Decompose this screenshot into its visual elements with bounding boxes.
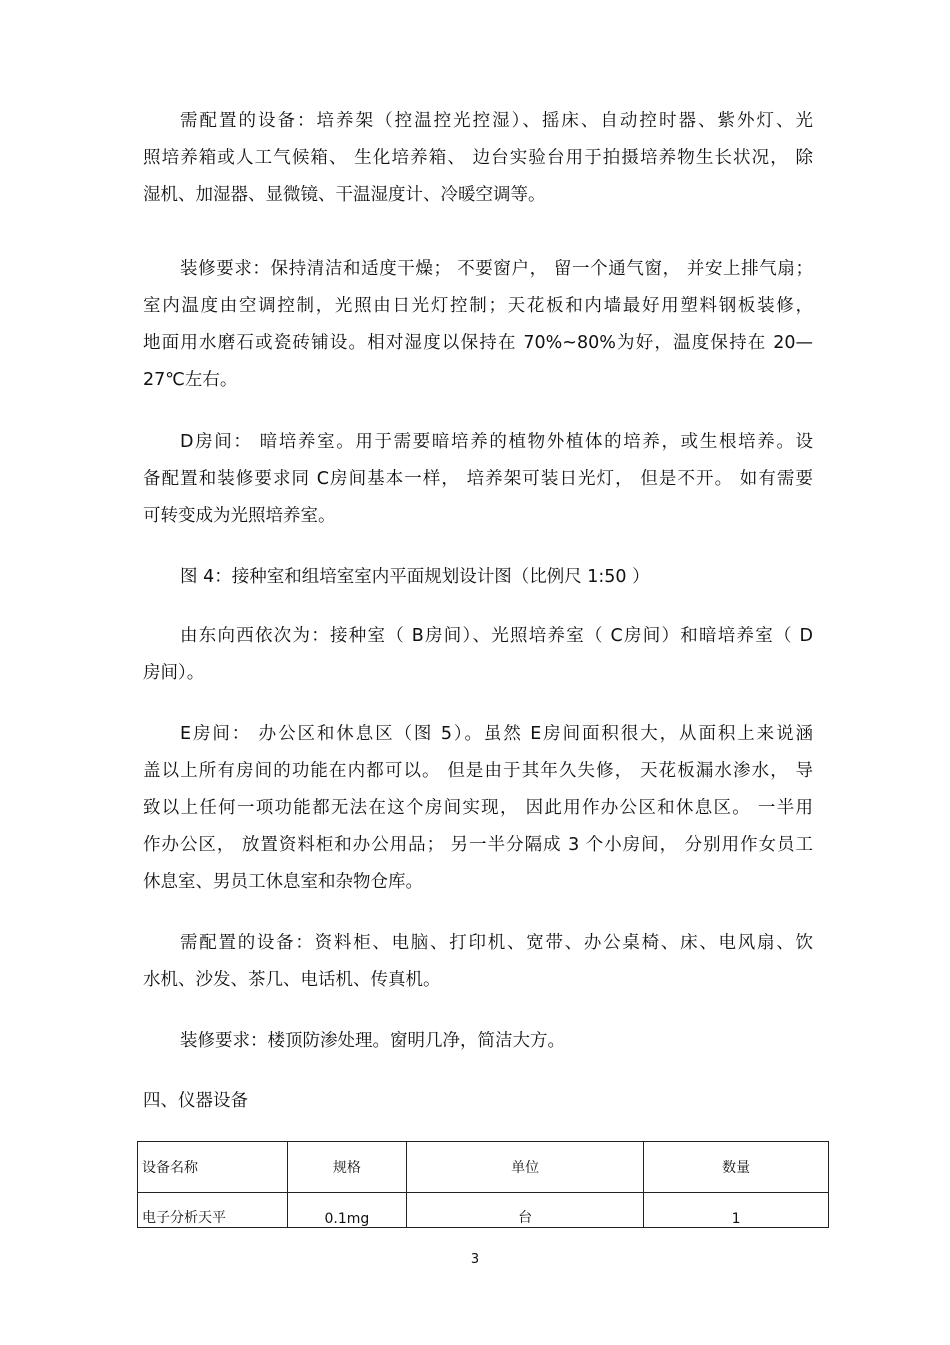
text-line: 地面用水磨石或瓷砖铺设。相对湿度以保持在 70%~80%为好，温度保持在 20— (143, 333, 813, 353)
table-row (138, 1193, 829, 1228)
text-line: 房间）。 (143, 663, 205, 683)
text-line: 备配置和装修要求同 C房间基本一样， 培养架可装日光灯， 但是不开。 如有需要 (143, 469, 813, 489)
paragraph-equipment-c (143, 103, 813, 214)
text-line: 装修要求：保持清洁和适度干燥； 不要窗户， 留一个通气窗， 并安上排气扇； (180, 259, 813, 279)
table-header-cell: 数量 (644, 1142, 829, 1193)
text-line: 休息室、男员工休息室和杂物仓库。 (143, 872, 423, 892)
text-line: D房间： 暗培养室。用于需要暗培养的植物外植体的培养，或生根培养。设 (180, 432, 813, 452)
paragraph-room-d (143, 424, 813, 535)
text-line: 由东向西依次为：接种室（ B房间）、光照培养室（ C房间）和暗培养室（ D (180, 626, 813, 646)
table-cell: 1 (644, 1193, 829, 1228)
figure-caption: 图 4：接种室和组培室室内平面规划设计图（比例尺 1:50 ） (180, 567, 650, 587)
page-number: 3 (470, 1252, 480, 1267)
paragraph-decoration-c (143, 251, 813, 399)
text-line: 盖以上所有房间的功能在内都可以。 但是由于其年久失修， 天花板漏水渗水， 导 (143, 761, 813, 781)
paragraph-order (143, 618, 813, 692)
text-line: 需配置的设备：培养架（控温控光控湿）、摇床、自动控时器、紫外灯、光 (180, 111, 813, 131)
text-line: 水机、沙发、茶几、电话机、传真机。 (143, 970, 441, 990)
equipment-table (137, 1141, 829, 1228)
text-line: 照培养箱或人工气候箱、 生化培养箱、 边台实验台用于拍摄培养物生长状况， 除 (143, 148, 813, 168)
table-cell: 台 (407, 1193, 644, 1228)
paragraph-room-e (143, 716, 813, 901)
text-line: 需配置的设备：资料柜、电脑、打印机、宽带、办公桌椅、床、电风扇、饮 (180, 933, 813, 953)
paragraph-decoration-e: 装修要求：楼顶防渗处理。窗明几净，简洁大方。 (180, 1031, 565, 1051)
text-line: 作办公区， 放置资料柜和办公用品； 另一半分隔成 3 个小房间， 分别用作女员工 (143, 835, 813, 855)
table-header-cell: 规格 (287, 1142, 407, 1193)
table-header-cell: 单位 (407, 1142, 644, 1193)
text-line: E房间： 办公区和休息区（图 5）。虽然 E房间面积很大，从面积上来说涵 (180, 724, 813, 744)
paragraph-equipment-e (143, 925, 813, 999)
text-line: 湿机、加湿器、显微镜、干温湿度计、冷暖空调等。 (143, 185, 546, 205)
table-header-row (138, 1142, 829, 1193)
table-cell: 0.1mg (287, 1193, 407, 1228)
text-line: 可转变成为光照培养室。 (143, 506, 336, 526)
table-cell: 电子分析天平 (138, 1193, 288, 1228)
text-line: 致以上任何一项功能都无法在这个房间实现， 因此用作办公区和休息区。 一半用 (143, 798, 813, 818)
table-header-cell: 设备名称 (138, 1142, 288, 1193)
section-heading: 四、仪器设备 (143, 1091, 248, 1111)
text-line: 27℃左右。 (143, 370, 238, 390)
text-line: 室内温度由空调控制，光照由日光灯控制；天花板和内墙最好用塑料钢板装修， (143, 296, 813, 316)
